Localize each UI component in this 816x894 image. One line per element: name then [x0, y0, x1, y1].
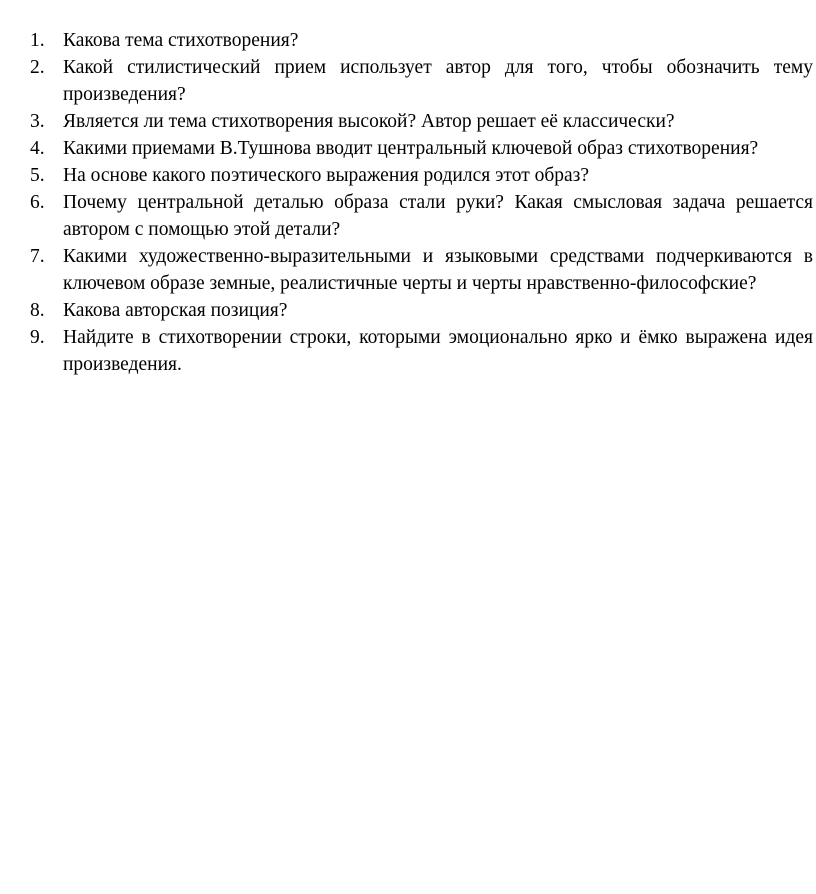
question-text: Какой стилистический прием использует автор для того, чтобы обозначить тему произведения?	[63, 57, 813, 105]
question-list	[0, 27, 816, 378]
question-item	[0, 297, 816, 324]
question-text: Найдите в стихотворении строки, которыми эмоционально ярко и ёмко выражена идея произведения.	[63, 327, 813, 375]
question-item	[0, 189, 816, 243]
question-item	[0, 162, 816, 189]
question-number: 7.	[30, 246, 45, 267]
question-item	[0, 108, 816, 135]
question-text: Почему центральной деталью образа стали руки? Какая смысловая задача решается автором с помощью этой детали?	[63, 192, 813, 240]
question-text: Является ли тема стихотворения высокой? Автор решает её классически?	[63, 111, 675, 132]
question-number: 4.	[30, 138, 45, 159]
question-number: 5.	[30, 165, 45, 186]
question-text: Какова тема стихотворения?	[63, 30, 299, 51]
question-number: 8.	[30, 300, 45, 321]
question-text: Какова авторская позиция?	[63, 300, 288, 321]
question-item	[0, 54, 816, 108]
question-item	[0, 243, 816, 297]
question-number: 6.	[30, 192, 45, 213]
question-number: 3.	[30, 111, 45, 132]
question-text: Какими художественно-выразительными и языковыми средствами подчеркиваются в ключевом образе земные, реалистичные черты и черты нравственно-философские?	[63, 246, 813, 294]
question-text: На основе какого поэтического выражения родился этот образ?	[63, 165, 590, 186]
question-number: 1.	[30, 30, 45, 51]
question-item	[0, 324, 816, 378]
question-item	[0, 135, 816, 162]
question-item	[0, 27, 816, 54]
question-number: 9.	[30, 327, 45, 348]
question-number: 2.	[30, 57, 45, 78]
question-text: Какими приемами В.Тушнова вводит центральный ключевой образ стихотворения?	[63, 138, 759, 159]
